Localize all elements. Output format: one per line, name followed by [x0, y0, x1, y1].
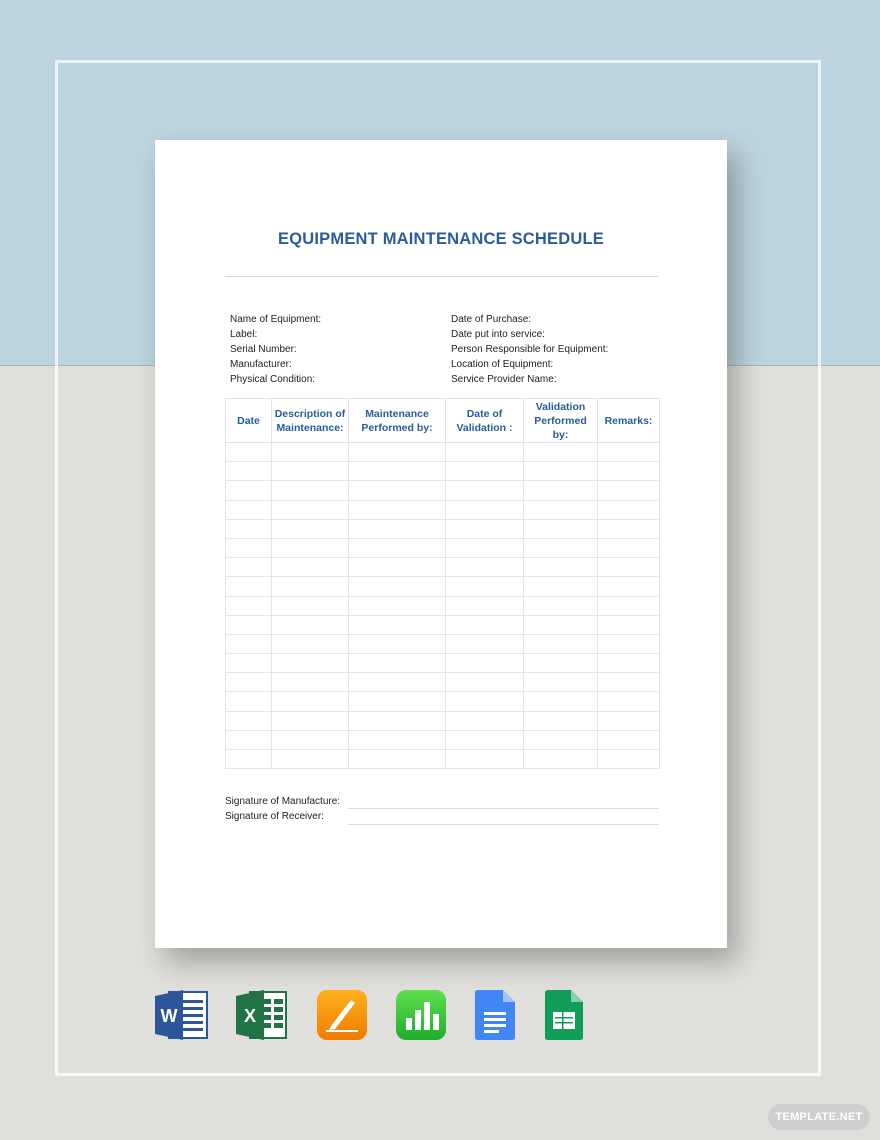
- excel-icon[interactable]: [236, 990, 288, 1040]
- table-cell[interactable]: [349, 481, 446, 500]
- table-cell[interactable]: [524, 654, 598, 673]
- table-cell[interactable]: [524, 615, 598, 634]
- word-icon[interactable]: [155, 990, 209, 1040]
- table-cell[interactable]: [598, 577, 660, 596]
- table-cell[interactable]: [524, 711, 598, 730]
- table-cell[interactable]: [524, 462, 598, 481]
- table-cell[interactable]: [272, 500, 349, 519]
- table-cell[interactable]: [226, 750, 272, 769]
- table-cell[interactable]: [272, 519, 349, 538]
- field-date-put-into-service: Date put into service:: [451, 329, 545, 340]
- document-page: [155, 140, 727, 948]
- table-cell[interactable]: [524, 481, 598, 500]
- table-cell[interactable]: [446, 462, 524, 481]
- table-cell[interactable]: [598, 558, 660, 577]
- table-cell[interactable]: [272, 634, 349, 653]
- table-row: [226, 750, 660, 769]
- table-cell[interactable]: [272, 730, 349, 749]
- table-cell[interactable]: [272, 443, 349, 462]
- table-cell[interactable]: [524, 500, 598, 519]
- table-cell[interactable]: [598, 634, 660, 653]
- signature-manufacture-label: Signature of Manufacture:: [225, 796, 341, 807]
- table-cell[interactable]: [226, 711, 272, 730]
- table-cell[interactable]: [446, 519, 524, 538]
- table-cell[interactable]: [524, 750, 598, 769]
- table-cell[interactable]: [524, 577, 598, 596]
- table-cell[interactable]: [598, 519, 660, 538]
- table-cell[interactable]: [598, 730, 660, 749]
- table-body: [226, 443, 660, 769]
- table-cell[interactable]: [524, 519, 598, 538]
- table-cell[interactable]: [272, 750, 349, 769]
- table-cell[interactable]: [598, 615, 660, 634]
- table-row: [226, 615, 660, 634]
- table-cell[interactable]: [226, 692, 272, 711]
- table-cell[interactable]: [349, 673, 446, 692]
- table-cell[interactable]: [446, 577, 524, 596]
- table-row: [226, 730, 660, 749]
- template-net-badge[interactable]: TEMPLATE.NET: [768, 1104, 870, 1130]
- table-cell[interactable]: [272, 596, 349, 615]
- table-cell[interactable]: [349, 750, 446, 769]
- table-row: [226, 500, 660, 519]
- table-row: [226, 481, 660, 500]
- signature-receiver-label: Signature of Receiver:: [225, 811, 324, 822]
- table-cell[interactable]: [446, 615, 524, 634]
- field-physical-condition: Physical Condition:: [230, 374, 316, 385]
- table-cell[interactable]: [598, 750, 660, 769]
- table-cell[interactable]: [446, 673, 524, 692]
- table-cell[interactable]: [446, 730, 524, 749]
- table-cell[interactable]: [446, 596, 524, 615]
- table-cell[interactable]: [524, 634, 598, 653]
- table-cell[interactable]: [272, 481, 349, 500]
- table-row: [226, 462, 660, 481]
- table-cell[interactable]: [349, 462, 446, 481]
- pages-icon[interactable]: [317, 990, 367, 1040]
- table-cell[interactable]: [446, 692, 524, 711]
- table-cell[interactable]: [226, 615, 272, 634]
- table-row: [226, 596, 660, 615]
- svg-text:W: W: [160, 1006, 178, 1026]
- table-cell[interactable]: [272, 577, 349, 596]
- table-cell[interactable]: [598, 481, 660, 500]
- table-cell[interactable]: [349, 519, 446, 538]
- table-cell[interactable]: [272, 711, 349, 730]
- table-cell[interactable]: [226, 634, 272, 653]
- table-cell[interactable]: [226, 500, 272, 519]
- svg-text:X: X: [243, 1006, 257, 1026]
- table-cell[interactable]: [226, 596, 272, 615]
- table-cell[interactable]: [598, 711, 660, 730]
- signature-manufacture-line: [348, 808, 659, 809]
- table-row: [226, 634, 660, 653]
- table-cell[interactable]: [349, 654, 446, 673]
- table-cell[interactable]: [524, 558, 598, 577]
- table-cell[interactable]: [524, 730, 598, 749]
- field-person-responsible: Person Responsible for Equipment:: [451, 344, 609, 355]
- table-cell[interactable]: [349, 500, 446, 519]
- table-row: [226, 538, 660, 557]
- maintenance-table: [225, 398, 660, 769]
- table-cell[interactable]: [349, 634, 446, 653]
- field-manufacturer: Manufacturer:: [230, 359, 292, 370]
- table-row: [226, 519, 660, 538]
- field-name-of-equipment: Name of Equipment:: [230, 314, 322, 325]
- table-cell[interactable]: [446, 750, 524, 769]
- table-cell[interactable]: [272, 692, 349, 711]
- table-cell[interactable]: [598, 673, 660, 692]
- header-performed-by: Maintenance Performed by:: [349, 399, 446, 443]
- signature-receiver-line: [348, 824, 659, 825]
- table-row: [226, 558, 660, 577]
- table-cell[interactable]: [349, 730, 446, 749]
- field-date-of-purchase: Date of Purchase:: [451, 314, 532, 325]
- table-cell[interactable]: [598, 692, 660, 711]
- field-location-of-equipment: Location of Equipment:: [451, 359, 554, 370]
- table-cell[interactable]: [226, 654, 272, 673]
- table-cell[interactable]: [226, 558, 272, 577]
- table-cell[interactable]: [598, 538, 660, 557]
- header-date-of-validation: Date of Validation :: [446, 399, 524, 443]
- header-description: Description of Maintenance:: [272, 399, 349, 443]
- table-header-row: [226, 399, 660, 443]
- table-cell[interactable]: [349, 596, 446, 615]
- table-cell[interactable]: [349, 538, 446, 557]
- table-cell[interactable]: [272, 673, 349, 692]
- table-cell[interactable]: [349, 615, 446, 634]
- table-cell[interactable]: [226, 443, 272, 462]
- table-cell[interactable]: [226, 481, 272, 500]
- table-cell[interactable]: [226, 730, 272, 749]
- table-cell[interactable]: [272, 654, 349, 673]
- table-row: [226, 673, 660, 692]
- table-row: [226, 443, 660, 462]
- table-cell[interactable]: [349, 558, 446, 577]
- equipment-info-left: [230, 312, 321, 387]
- table-cell[interactable]: [524, 692, 598, 711]
- table-cell[interactable]: [598, 654, 660, 673]
- header-validation-performed-by: Validation Performed by:: [524, 399, 598, 443]
- table-cell[interactable]: [226, 577, 272, 596]
- table-cell[interactable]: [524, 443, 598, 462]
- table-cell[interactable]: [598, 443, 660, 462]
- table-cell[interactable]: [226, 538, 272, 557]
- table-cell[interactable]: [226, 673, 272, 692]
- google-sheets-icon[interactable]: [545, 990, 583, 1040]
- title-divider: [225, 276, 658, 277]
- document-title: EQUIPMENT MAINTENANCE SCHEDULE: [278, 230, 604, 248]
- table-cell[interactable]: [272, 558, 349, 577]
- table-cell[interactable]: [446, 538, 524, 557]
- table-cell[interactable]: [446, 711, 524, 730]
- table-cell[interactable]: [446, 443, 524, 462]
- field-serial-number: Serial Number:: [230, 344, 297, 355]
- table-cell[interactable]: [524, 538, 598, 557]
- table-cell[interactable]: [598, 462, 660, 481]
- table-cell[interactable]: [446, 558, 524, 577]
- table-cell[interactable]: [446, 481, 524, 500]
- table-cell[interactable]: [349, 711, 446, 730]
- table-cell[interactable]: [349, 443, 446, 462]
- table-cell[interactable]: [598, 596, 660, 615]
- table-cell[interactable]: [272, 538, 349, 557]
- table-cell[interactable]: [272, 462, 349, 481]
- google-docs-icon[interactable]: [475, 990, 515, 1040]
- table-cell[interactable]: [446, 654, 524, 673]
- header-date: Date: [226, 399, 272, 443]
- field-label: Label:: [230, 329, 258, 340]
- table-cell[interactable]: [524, 673, 598, 692]
- equipment-info-right: [451, 312, 608, 387]
- table-cell[interactable]: [226, 462, 272, 481]
- table-row: [226, 692, 660, 711]
- table-cell[interactable]: [524, 596, 598, 615]
- table-cell[interactable]: [349, 692, 446, 711]
- table-row: [226, 711, 660, 730]
- header-remarks: Remarks:: [598, 399, 660, 443]
- table-cell[interactable]: [272, 615, 349, 634]
- table-row: [226, 577, 660, 596]
- field-service-provider-name: Service Provider Name:: [451, 374, 557, 385]
- numbers-icon[interactable]: [396, 990, 446, 1040]
- table-cell[interactable]: [598, 500, 660, 519]
- table-cell[interactable]: [349, 577, 446, 596]
- table-cell[interactable]: [446, 500, 524, 519]
- table-cell[interactable]: [226, 519, 272, 538]
- table-row: [226, 654, 660, 673]
- table-cell[interactable]: [446, 634, 524, 653]
